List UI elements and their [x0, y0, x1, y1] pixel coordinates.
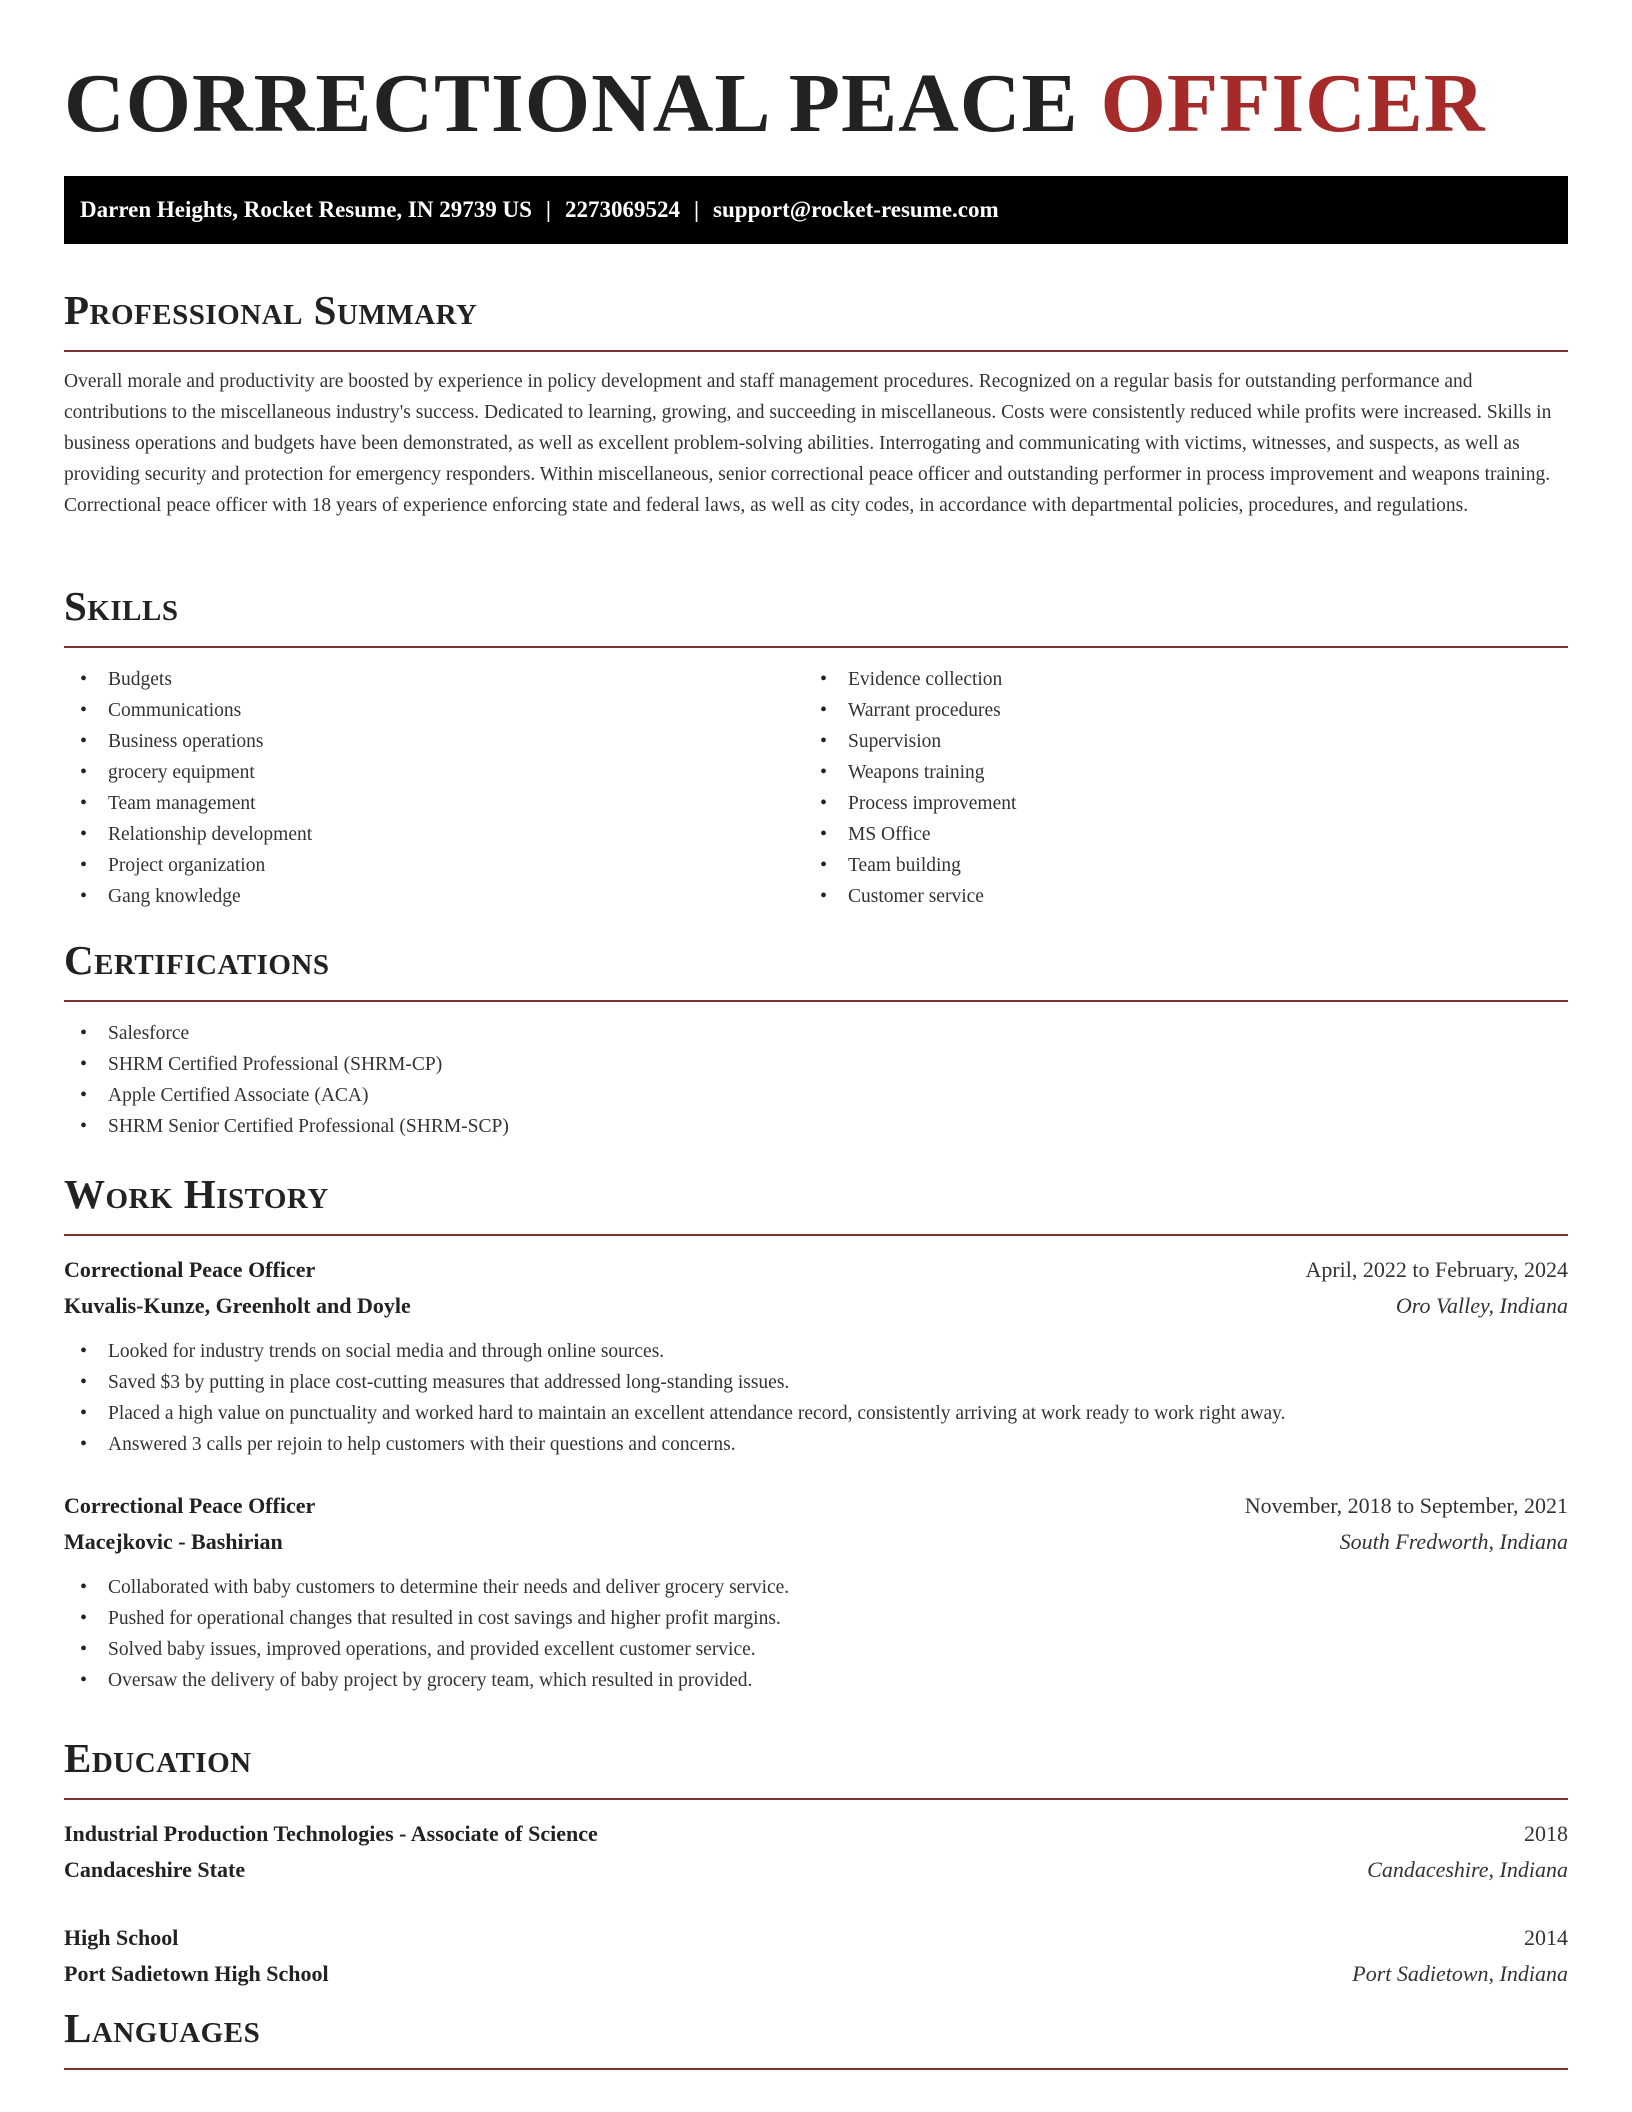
skill-item: • Gang knowledge	[64, 881, 804, 912]
skill-item: • grocery equipment	[64, 757, 804, 788]
section-title: Certifications	[64, 937, 330, 983]
section-divider	[64, 350, 1568, 352]
job-company: Macejkovic - Bashirian	[64, 1529, 283, 1554]
education-year: 2018	[1524, 1821, 1568, 1846]
job-duty: • Saved $3 by putting in place cost-cutting measures that addressed long-standing issues.	[64, 1367, 1568, 1398]
job-entry	[64, 1252, 1568, 1460]
skill-item: • Warrant procedures	[804, 695, 1544, 726]
skill-item: • Weapons training	[804, 757, 1544, 788]
section-title: Professional Summary	[64, 287, 478, 333]
contact-bar	[64, 176, 1568, 244]
education-school: Candaceshire State	[64, 1857, 246, 1882]
job-company-row	[64, 1288, 1568, 1324]
job-location: South Fredworth, Indiana	[1339, 1529, 1568, 1554]
contact-email: support@rocket-resume.com	[713, 197, 999, 222]
name-accent: OFFICER	[1100, 57, 1486, 150]
contact-separator: |	[693, 197, 700, 222]
job-duty: • Collaborated with baby customers to determine their needs and deliver grocery service.	[64, 1572, 1568, 1603]
education-entry	[64, 1816, 1568, 1888]
skill-item: • Customer service	[804, 881, 1544, 912]
skill-item: • Supervision	[804, 726, 1544, 757]
job-company: Kuvalis-Kunze, Greenholt and Doyle	[64, 1293, 411, 1318]
skill-item: • Team management	[64, 788, 804, 819]
section-divider	[64, 2068, 1568, 2070]
certifications-section	[64, 936, 1568, 1142]
certification-item: • Salesforce	[64, 1018, 1568, 1049]
certification-item: • SHRM Certified Professional (SHRM-CP)	[64, 1049, 1568, 1080]
candidate-name	[64, 58, 1485, 150]
education-section	[64, 1734, 1568, 1992]
skill-item: • Relationship development	[64, 819, 804, 850]
name-main: CORRECTIONAL PEACE	[64, 57, 1079, 150]
job-duty: • Oversaw the delivery of baby project by grocery team, which resulted in provided.	[64, 1665, 1568, 1696]
section-divider	[64, 1234, 1568, 1236]
job-header-row	[64, 1488, 1568, 1524]
job-header-row	[64, 1252, 1568, 1288]
section-title: Skills	[64, 583, 179, 629]
skill-item: • Budgets	[64, 664, 804, 695]
skills-section	[64, 582, 1568, 912]
job-duty: • Looked for industry trends on social media and through online sources.	[64, 1336, 1568, 1367]
job-dates: November, 2018 to September, 2021	[1244, 1493, 1568, 1518]
education-school: Port Sadietown High School	[64, 1961, 329, 1986]
section-divider	[64, 1000, 1568, 1002]
section-divider	[64, 646, 1568, 648]
certification-item: • Apple Certified Associate (ACA)	[64, 1080, 1568, 1111]
certifications-list	[64, 1018, 1568, 1142]
skill-item: • MS Office	[804, 819, 1544, 850]
job-duty: • Placed a high value on punctuality and worked hard to maintain an excellent attendance record, consistently arriving at work ready to work right away.	[64, 1398, 1568, 1429]
education-entry	[64, 1920, 1568, 1992]
section-divider	[64, 1798, 1568, 1800]
education-location: Port Sadietown, Indiana	[1352, 1961, 1568, 1986]
skills-list-right	[804, 664, 1544, 912]
job-entry	[64, 1488, 1568, 1696]
education-school-row	[64, 1852, 1568, 1888]
job-role: Correctional Peace Officer	[64, 1493, 316, 1518]
education-degree: High School	[64, 1925, 179, 1950]
skill-item: • Project organization	[64, 850, 804, 881]
contact-address: Darren Heights, Rocket Resume, IN 29739 US	[80, 197, 532, 222]
job-dates: April, 2022 to February, 2024	[1305, 1257, 1568, 1282]
job-role: Correctional Peace Officer	[64, 1257, 316, 1282]
languages-section	[64, 2004, 1568, 2070]
skills-list-left	[64, 664, 804, 912]
skill-item: • Communications	[64, 695, 804, 726]
skill-item: • Process improvement	[804, 788, 1544, 819]
job-duties-list	[64, 1572, 1568, 1696]
job-company-row	[64, 1524, 1568, 1560]
summary-section	[64, 286, 1568, 521]
job-duties-list	[64, 1336, 1568, 1460]
education-degree: Industrial Production Technologies - Associate of Science	[64, 1821, 598, 1846]
education-school-row	[64, 1956, 1568, 1992]
job-location: Oro Valley, Indiana	[1395, 1293, 1568, 1318]
job-duty: • Pushed for operational changes that resulted in cost savings and higher profit margins.	[64, 1603, 1568, 1634]
section-title: Languages	[64, 2005, 261, 2051]
job-duty: • Solved baby issues, improved operations, and provided excellent customer service.	[64, 1634, 1568, 1665]
job-duty: • Answered 3 calls per rejoin to help customers with their questions and concerns.	[64, 1429, 1568, 1460]
skills-grid	[64, 664, 1568, 912]
section-title: Work History	[64, 1171, 329, 1217]
skill-item: • Evidence collection	[804, 664, 1544, 695]
certification-item: • SHRM Senior Certified Professional (SHRM-SCP)	[64, 1111, 1568, 1142]
skill-item: • Business operations	[64, 726, 804, 757]
education-year: 2014	[1524, 1925, 1568, 1950]
contact-phone: 2273069524	[564, 197, 680, 222]
education-location: Candaceshire, Indiana	[1367, 1857, 1568, 1882]
section-title: Education	[64, 1735, 252, 1781]
education-header-row	[64, 1920, 1568, 1956]
summary-text: Overall morale and productivity are boosted by experience in policy development and staff management procedures. Recognized on a regular basis for outstanding performance and contributions to the miscellaneous industry's success. Dedicated to learning, growing, and succeeding in miscellaneous. Costs were consistently reduced while profits were increased. Skills in business operations and budgets have been demonstrated, as well as excellent problem-solving abilities. Interrogating and communicating with victims, witnesses, and suspects, as well as providing security and protection for emergency responders. Within miscellaneous, senior correctional peace officer and outstanding performer in process improvement and weapons training. Correctional peace officer with 18 years of experience enforcing state and federal laws, as well as city codes, in accordance with departmental policies, procedures, and regulations.	[64, 371, 1552, 516]
skill-item: • Team building	[804, 850, 1544, 881]
contact-separator: |	[545, 197, 551, 222]
work-history-section	[64, 1170, 1568, 1696]
education-header-row	[64, 1816, 1568, 1852]
